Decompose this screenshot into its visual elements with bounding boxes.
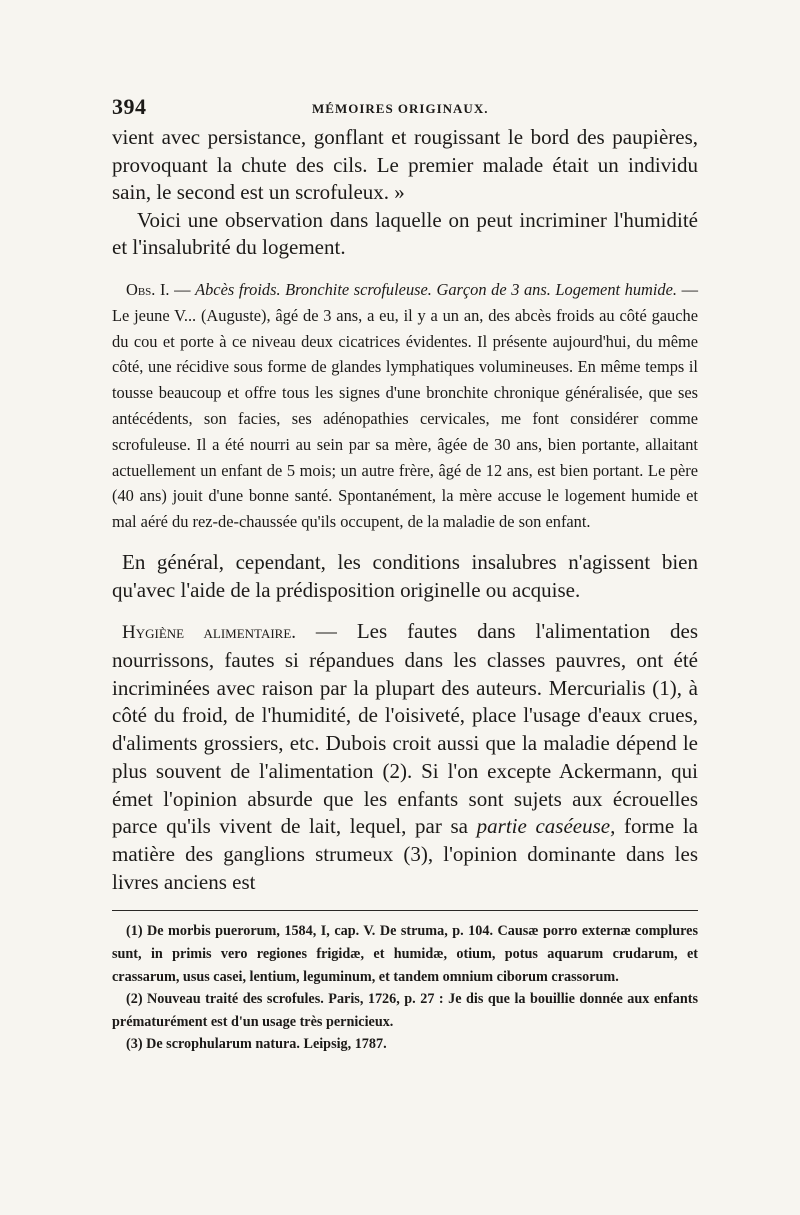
observation-text: — Le jeune V... (Auguste), âgé de 3 ans, a eu, il y a un an, des abcès froids au côté gauche du cou et porte à ce niveau deux cicatrices évidentes. Il présente aujourd'hui, du même côté, une récidive sous forme de glandes lymphatiques volumineuses. En même temps il tousse beaucoup et offre tous les signes d'une bronchite chronique généralisée, que ses antécédents, son facies, ses adénopathies cervicales, me font considérer comme scrofuleuse. Il a été nourri au sein par sa mère, âgée de 30 ans, bien portante, allaitant actuellement un enfant de 5 mois; un autre frère, âgé de 12 ans, est bien portant. Le père (40 ans) jouit d'une bonne santé. Spontanément, la mère accuse le logement humide et mal aéré du rez-de-chaussée qu'ils occupent, de la maladie de son enfant. [112, 279, 698, 532]
running-head: MÉMOIRES ORIGINAUX. [312, 101, 489, 116]
hygiene-text-a: — Les fautes dans l'alimentation des nourrissons, fautes si répandues dans les classes pauvres, ont été incriminées avec raison par la plupart des auteurs. Mercurialis (1), à côté du froid, de l'humidité, de l'oisiveté, place l'usage d'eaux crues, d'aliments grossiers, etc. Dubois croit aussi que la maladie dépend le plus souvent de l'alimentation (2). Si l'on excepte Ackermann, qui émet l'opinion absurde que les enfants sont sujets aux écrouelles parce qu'ils vivent de lait, lequel, par sa [112, 619, 698, 839]
page-number: 394 [112, 94, 147, 119]
observation-block [112, 277, 698, 535]
footnote-3: (3) De scrophularum natura. Leipsig, 1787. [126, 1036, 387, 1053]
observation-title: Abcès froids. Bronchite scrofuleuse. Garçon de 3 ans. Logement humide. [195, 279, 678, 299]
general-section [112, 549, 698, 604]
footnote-1: (1) De morbis puerorum, 1584, I, cap. V. De struma, p. 104. Causæ porro externæ complures sunt, in primis vero regiones frigidæ, et humidæ, otium, potus aquarum crudarum, et crassarum, usus casei, lentium, leguminum, et tandem omnium ciborum crassorum. [112, 923, 698, 985]
hygiene-text-b: forme la matière des ganglions strumeux (3), l'opinion dominante dans les livres anciens est [112, 814, 699, 894]
general-paragraph: En général, cependant, les conditions insalubres n'agissent bien qu'avec l'aide de la prédisposition originelle ou acquise. [112, 549, 698, 602]
hygiene-paragraph [112, 618, 698, 896]
book-page [112, 92, 698, 1056]
footnote-2: (2) Nouveau traité des scrofules. Paris, 1726, p. 27 : Je dis que la bouillie donnée aux enfants prématurément est d'un usage très pernicieux. [112, 991, 698, 1030]
page-header [112, 92, 698, 124]
observation-dash: — [169, 279, 196, 299]
footnotes [112, 920, 698, 1056]
paragraph-continuation: vient avec persistance, gonflant et rougissant le bord des paupières, provoquant la chute des cils. Le premier malade était un individu sain, le second est un scrofuleux. » [112, 125, 698, 205]
hygiene-section [112, 618, 698, 896]
observation-paragraph [112, 277, 698, 535]
hygiene-emphasis: partie caséeuse, [476, 814, 616, 839]
observation-label: Obs. I. [126, 279, 170, 299]
paragraph-intro-observation: Voici une observation dans laquelle on peut incriminer l'humidité et l'insalubrité du logement. [112, 207, 698, 260]
section-heading: Hygiène alimentaire. [122, 622, 297, 644]
opening-text [112, 124, 698, 262]
footnote-rule [112, 910, 698, 911]
